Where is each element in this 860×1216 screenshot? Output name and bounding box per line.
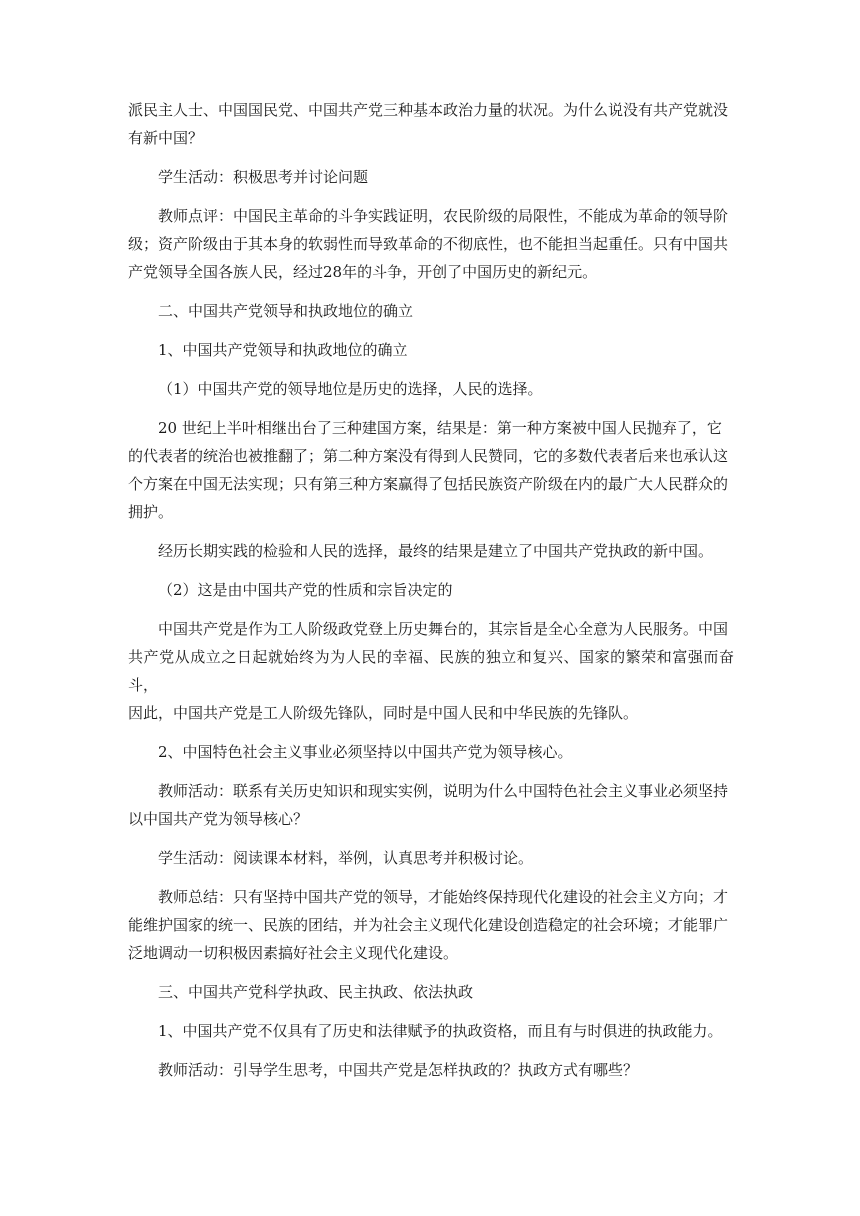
text-line: 教师总结：只有坚持中国共产党的领导，才能始终保持现代化建设的社会主义方向；才 [158,888,729,906]
text-line: 教师点评：中国民主革命的斗争实践证明，农民阶级的局限性，不能成为革命的领导阶 [158,207,729,225]
text-line: （1）中国共产党的领导地位是历史的选择，人民的选择。 [158,380,543,398]
text-line: 经历长期实践的检验和人民的选择，最终的结果是建立了中国共产党执政的新中国。 [158,542,714,560]
paragraph [128,738,734,766]
text-line: 20 世纪上半叶相继出台了三种建国方案，结果是：第一种方案被中国人民抛弃了，它 [158,419,722,437]
text-line: 能维护国家的统一、民族的团结，并为社会主义现代化建设创造稳定的社会环境；才能罪广 [128,916,729,934]
text-line: 共产党从成立之日起就始终为为人民的幸福、民族的独立和复兴、国家的繁荣和富强而奋斗， [128,648,734,694]
paragraph [128,777,734,833]
text-line: 教师活动：引导学生思考，中国共产党是怎样执政的？执政方式有哪些？ [158,1061,639,1079]
paragraph [128,537,734,565]
text-line: 个方案在中国无法实现；只有第三种方案赢得了包括民族资产阶级在内的最广大人民群众的 [128,475,729,493]
paragraph [128,1056,734,1084]
text-line: 二、中国共产党领导和执政地位的确立 [158,302,414,320]
paragraph [128,336,734,364]
text-line: 的代表者的统治也被推翻了；第二种方案没有得到人民赞同，它的多数代表者后来也承认这 [128,447,729,465]
paragraph [128,978,734,1006]
text-line: 因此，中国共产党是工人阶级先锋队，同时是中国人民和中华民族的先锋队。 [128,704,639,722]
text-line: 泛地调动一切积极因素搞好社会主义现代化建设。 [128,944,459,962]
paragraph [128,615,734,727]
paragraph [128,202,734,286]
text-line: 派民主人士、中国国民党、中国共产党三种基本政治力量的状况。为什么说没有共产党就没 [128,101,729,119]
text-line: 三、中国共产党科学执政、民主执政、依法执政 [158,983,474,1001]
paragraph [128,844,734,872]
paragraph [128,576,734,604]
text-line: 学生活动：阅读课本材料，举例，认真思考并积极讨论。 [158,849,534,867]
text-line: 级；资产阶级由于其本身的软弱性而导致革命的不彻底性，也不能担当起重任。只有中国共 [128,235,729,253]
text-line: 中国共产党是作为工人阶级政党登上历史舞台的，其宗旨是全心全意为人民服务。中国 [158,620,729,638]
text-line: 以中国共产党为领导核心？ [128,810,309,828]
text-line: 1、中国共产党不仅具有了历史和法律赋予的执政资格，而且有与时俱进的执政能力。 [158,1022,723,1040]
paragraph [128,1017,734,1045]
text-line: 产党领导全国各族人民，经过28年的斗争，开创了中国历史的新纪元。 [128,263,598,281]
paragraph [128,96,734,152]
paragraph [128,297,734,325]
text-line: 2、中国特色社会主义事业必须坚持以中国共产党为领导核心。 [158,743,573,761]
text-line: （2）这是由中国共产党的性质和宗旨决定的 [158,581,453,599]
text-line: 教师活动：联系有关历史知识和现实实例，说明为什么中国特色社会主义事业必须坚持 [158,782,729,800]
text-line: 学生活动：积极思考并讨论问题 [158,168,369,186]
text-line: 有新中国？ [128,129,204,147]
paragraph [128,375,734,403]
paragraph [128,414,734,526]
text-line: 1、中国共产党领导和执政地位的确立 [158,341,408,359]
document-page [128,96,734,1095]
paragraph [128,163,734,191]
paragraph [128,883,734,967]
text-line: 拥护。 [128,503,174,521]
